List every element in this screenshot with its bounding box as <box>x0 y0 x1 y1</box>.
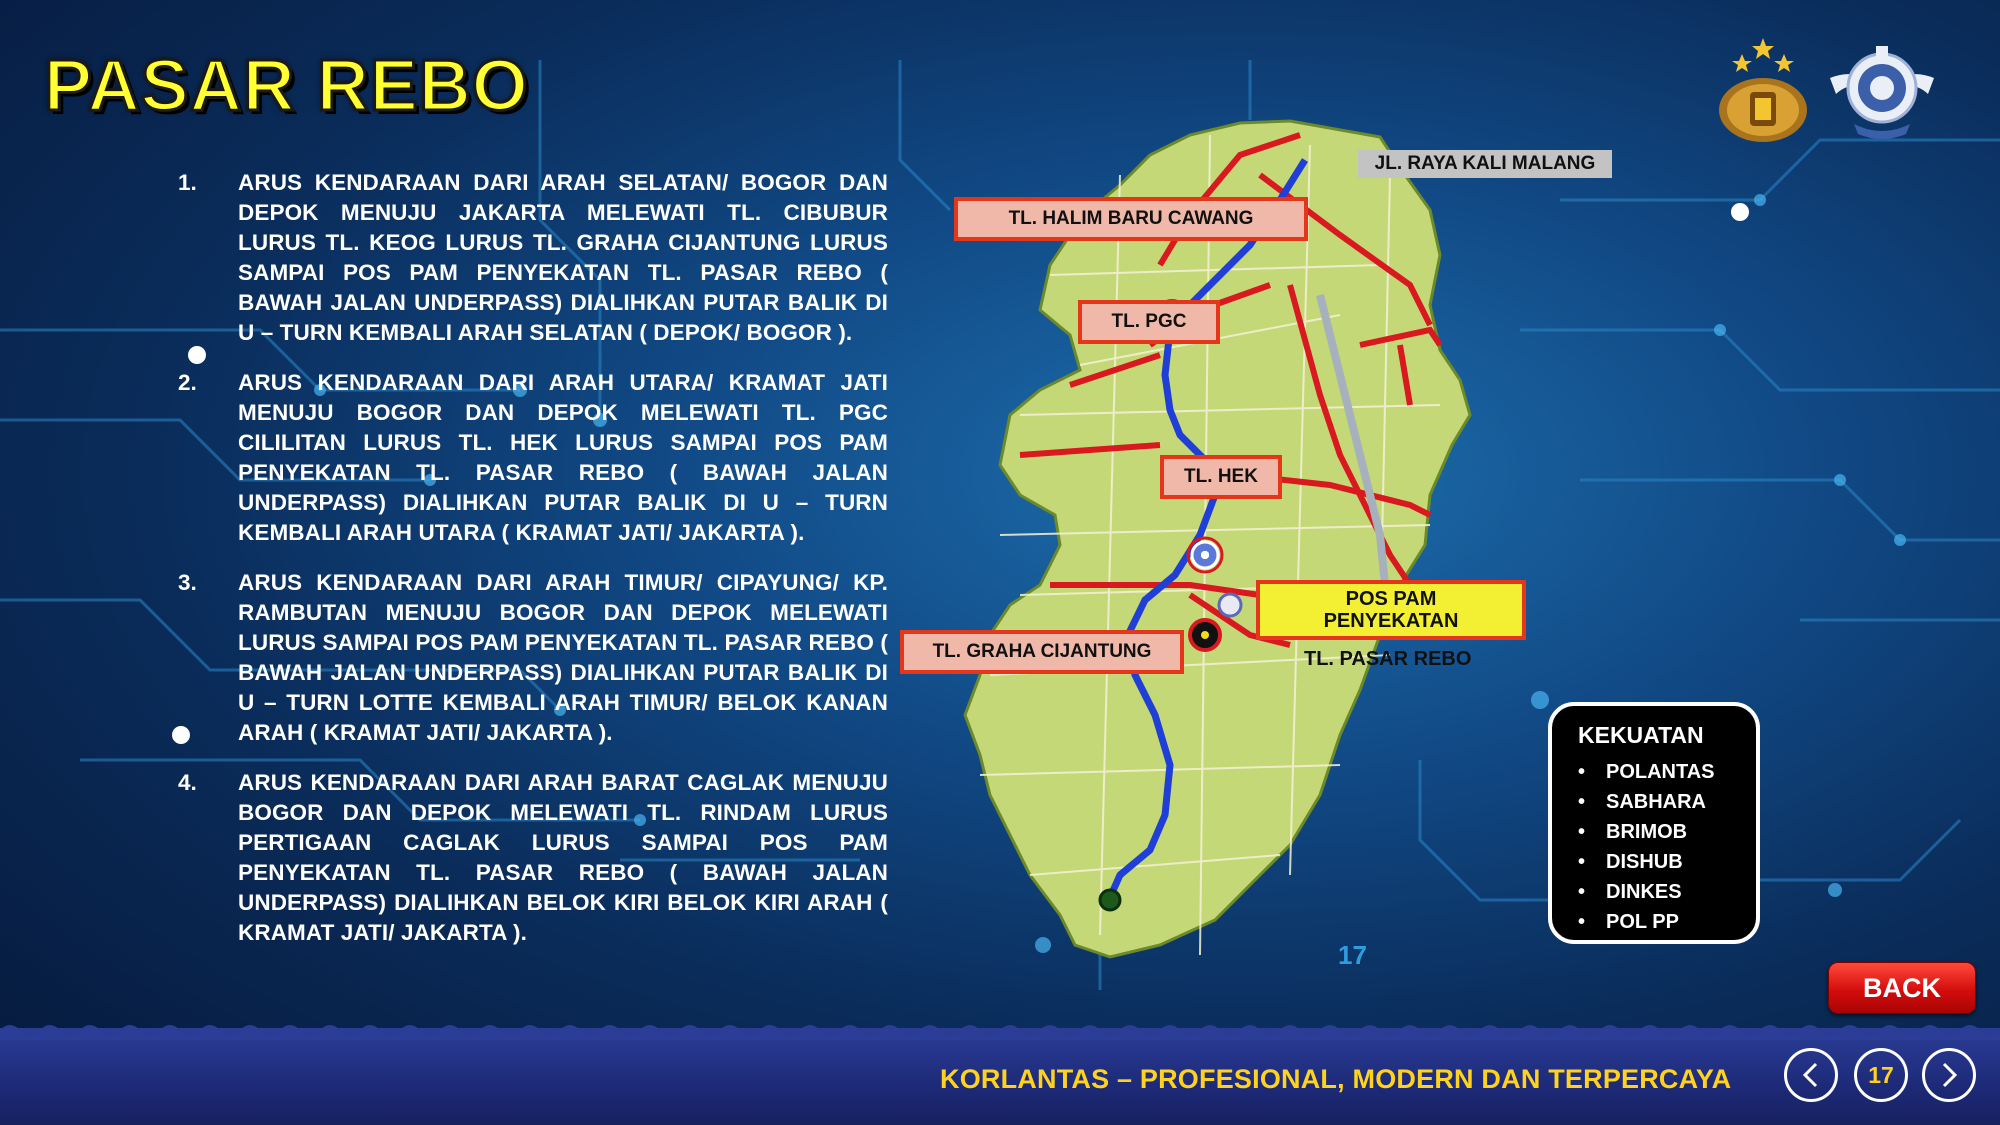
instruction-number: 1. <box>178 170 197 195</box>
instruction-text: ARUS KENDARAAN DARI ARAH SELATAN/ BOGOR DAN DEPOK MENUJU JAKARTA MELEWATI TL. CIBUBUR LURUS TL. KEOG LURUS TL. GRAHA CIJANTUNG LURUS SAMPAI POS PAM PENYEKATAN TL. PASAR REBO ( BAWAH JALAN UNDERPASS) DIALIHKAN PUTAR BALIK DI U – TURN KEMBALI ARAH SELATAN ( DEPOK/ BOGOR ). <box>238 170 888 345</box>
instruction-number: 3. <box>178 570 197 595</box>
start-point-marker <box>1100 890 1120 910</box>
police-emblem-icon <box>1712 36 1814 144</box>
callout-tl-hek <box>1160 455 1282 499</box>
list-item <box>1578 787 1756 817</box>
list-item <box>1578 757 1756 787</box>
callout-pos-pam-penyekatan <box>1256 580 1526 640</box>
instruction-item <box>178 568 888 748</box>
bullet-icon: • <box>1578 761 1586 783</box>
road-label-kali-malang <box>1358 150 1612 178</box>
callout-text: TL. GRAHA CIJANTUNG <box>932 641 1152 662</box>
callout-text: TL. HALIM BARU CAWANG <box>1008 208 1254 229</box>
district-map <box>960 115 1480 975</box>
instruction-text: ARUS KENDARAAN DARI ARAH UTARA/ KRAMAT JATI MENUJU BOGOR DAN DEPOK MELEWATI TL. PGC CILILITAN LURUS TL. HEK LURUS SAMPAI POS PAM PENYEKATAN TL. PASAR REBO ( BAWAH JALAN UNDERPASS) DIALIHKAN PUTAR BALIK DI U – TURN KEMBALI ARAH UTARA ( KRAMAT JATI/ JAKARTA ). <box>238 370 888 545</box>
list-item <box>1578 907 1756 937</box>
callout-tl-halim-baru-cawang <box>954 197 1308 241</box>
instruction-item <box>178 368 888 548</box>
list-item <box>1578 877 1756 907</box>
instruction-item <box>178 168 888 348</box>
route-instructions-list <box>178 168 888 968</box>
kekuatan-item: POLANTAS <box>1606 761 1715 783</box>
map-number: 17 <box>1338 940 1367 970</box>
callout-tl-graha-cijantung <box>900 630 1184 674</box>
bullet-icon: • <box>1578 881 1586 903</box>
back-button[interactable]: BACK <box>1828 962 1976 1014</box>
page-indicator <box>1854 1048 1908 1102</box>
callout-text: TL. PGC <box>1111 311 1187 332</box>
instruction-number: 4. <box>178 770 197 795</box>
list-item <box>1578 817 1756 847</box>
chevron-right-icon <box>1938 1062 1960 1088</box>
kekuatan-item: DISHUB <box>1606 851 1683 873</box>
map-label-pasar-rebo: TL. PASAR REBO <box>1304 648 1472 670</box>
bullet-icon: • <box>1578 911 1586 933</box>
kekuatan-item: BRIMOB <box>1606 821 1688 843</box>
road-label-text: JL. RAYA KALI MALANG <box>1374 153 1596 174</box>
instruction-text: ARUS KENDARAAN DARI ARAH BARAT CAGLAK MENUJU BOGOR DAN DEPOK MELEWATI TL. RINDAM LURUS PERTIGAAN CAGLAK LURUS SAMPAI POS PAM PENYEKATAN TL. PASAR REBO ( BAWAH JALAN UNDERPASS) DIALIHKAN BELOK KIRI BELOK KIRI ARAH ( KRAMAT JATI/ JAKARTA ). <box>238 770 888 945</box>
bullet-icon: • <box>1578 791 1586 813</box>
footer-slogan: KORLANTAS – PROFESIONAL, MODERN DAN TERPERCAYA <box>940 1064 1732 1094</box>
callout-tl-pgc <box>1078 300 1220 344</box>
footer-wave-decoration <box>0 1018 2000 1040</box>
instruction-number: 2. <box>178 370 197 395</box>
bullet-icon: • <box>1578 821 1586 843</box>
bullet-icon: • <box>1578 851 1586 873</box>
kekuatan-list <box>1578 757 1756 937</box>
prev-slide-button[interactable] <box>1784 1048 1838 1102</box>
kekuatan-item: DINKES <box>1606 881 1682 903</box>
korlantas-emblem-icon <box>1826 38 1938 142</box>
kekuatan-title: KEKUATAN <box>1578 722 1704 748</box>
page-number: 17 <box>1868 1061 1894 1088</box>
chevron-left-icon <box>1800 1062 1822 1088</box>
list-item <box>1578 847 1756 877</box>
kekuatan-item: SABHARA <box>1606 791 1706 813</box>
next-slide-button[interactable] <box>1922 1048 1976 1102</box>
instruction-item <box>178 768 888 948</box>
callout-text: TL. HEK <box>1184 466 1258 487</box>
kekuatan-item: POL PP <box>1606 911 1679 933</box>
callout-text: POS PAM <box>1345 588 1437 610</box>
page-title: PASAR REBO <box>44 46 529 126</box>
map-area <box>965 121 1470 957</box>
kekuatan-panel <box>1548 702 1760 944</box>
instruction-text: ARUS KENDARAAN DARI ARAH TIMUR/ CIPAYUNG/ KP. RAMBUTAN MENUJU BOGOR DAN DEPOK MELEWATI LURUS SAMPAI POS PAM PENYEKATAN TL. PASAR REBO ( BAWAH JALAN UNDERPASS) DIALIHKAN PUTAR BALIK DI U – TURN LOTTE KEMBALI ARAH TIMUR/ BELOK KANAN ARAH ( KRAMAT JATI/ JAKARTA ). <box>238 570 888 745</box>
callout-text: PENYEKATAN <box>1323 610 1459 632</box>
